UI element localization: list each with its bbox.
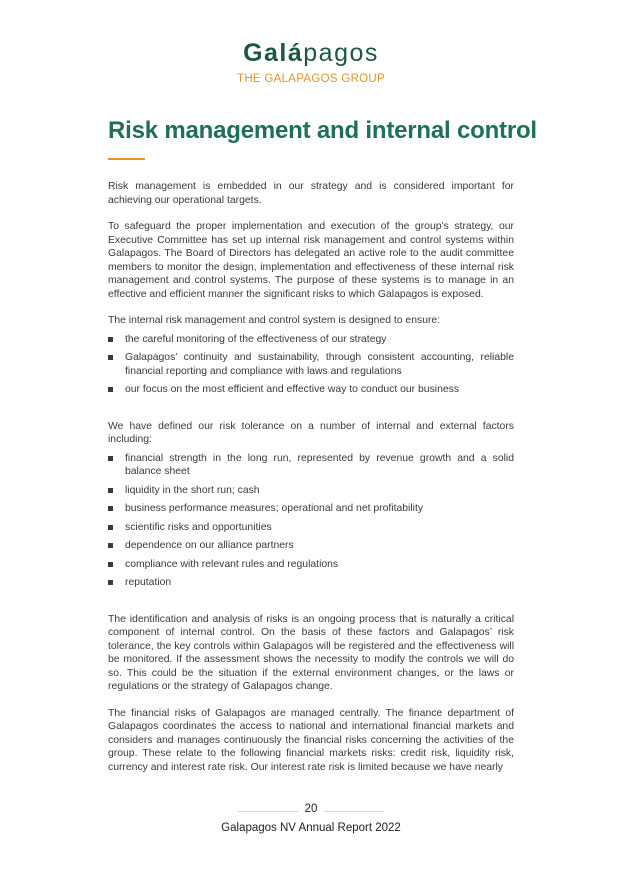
ensure-list (108, 333, 514, 397)
bullet-square-icon (108, 506, 113, 511)
list-item-text: reputation (125, 577, 172, 588)
list-item-text: business performance measures; operational and net profitability (125, 503, 424, 514)
paragraph-safeguard: To safeguard the proper implementation and execution of the group’s strategy, our Executive Committee has set up internal risk management and control systems within Galapagos. The Board of Directors has delegated an active role to the audit committee members to monitor the design, implementation and effectiveness of these internal risk management and control systems. The purpose of these systems is to manage in an effective and efficient manner the significant risks to which Galapagos is exposed. (108, 221, 514, 300)
bullet-square-icon (108, 562, 113, 567)
logo-bold-text: Galá (243, 39, 304, 67)
paragraph-risk-tolerance: We have defined our risk tolerance on a number of internal and external factors including: (108, 420, 514, 445)
list-item-text: compliance with relevant rules and regulations (125, 558, 339, 570)
paragraph-identification: The identification and analysis of risks is an ongoing process that is naturally a critical component of internal control. On the basis of these factors and Galapagos’ risk tolerance, the key controls within Galapagos will be registered and the effectiveness will be monitored. If the assessment shows the necessity to modify the controls we will do so. This could be the situation if the external environment changes, or the laws or regulations or the strategy of Galapagos change. (108, 613, 514, 692)
list-item (108, 383, 514, 397)
list-item (108, 351, 514, 378)
list-item (108, 539, 514, 553)
list-item (108, 502, 514, 516)
body-text (108, 180, 514, 774)
bullet-square-icon (108, 355, 113, 360)
list-item (108, 452, 514, 479)
bullet-square-icon (108, 337, 113, 342)
list-item (108, 484, 514, 498)
list-item-text: dependence on our alliance partners (125, 540, 294, 551)
list-item (108, 558, 514, 572)
list-item-text: financial strength in the long run, represented by revenue growth and a solid balance sheet (125, 452, 514, 477)
list-item-text: liquidity in the short run; cash (125, 484, 260, 496)
bullet-square-icon (108, 387, 113, 392)
list-item-text: our focus on the most efficient and effective way to conduct our business (125, 384, 460, 395)
bullet-square-icon (108, 488, 113, 493)
company-logo (0, 38, 622, 68)
bullet-square-icon (108, 456, 113, 461)
bullet-square-icon (108, 525, 113, 530)
paragraph-financial-risks: The financial risks of Galapagos are managed centrally. The finance department of Galapagos coordinates the access to national and international financial markets and considers and manages continuously the financial risks concerning the activities of the group. These relate to the following financial markets risks: credit risk, liquidity risk, currency and interest rate risk. Our interest rate risk is limited because we have nearly (108, 707, 514, 773)
list-item-text: scientific risks and opportunities (125, 521, 272, 533)
bullet-square-icon (108, 543, 113, 548)
bullet-square-icon (108, 580, 113, 585)
list-item (108, 521, 514, 535)
list-item (108, 576, 514, 590)
logo-light-text: pagos (303, 39, 379, 67)
page-title: Risk management and internal control (108, 117, 537, 144)
footer-divider-right (324, 811, 384, 812)
list-item (108, 333, 514, 347)
list-item-text: Galapagos’ continuity and sustainability, through consistent accounting, reliable financial reporting and compliance with laws and regulations (125, 352, 514, 377)
tolerance-list (108, 452, 514, 590)
group-name: THE GALAPAGOS GROUP (237, 73, 385, 85)
footer-report-title: Galapagos NV Annual Report 2022 (221, 822, 401, 834)
paragraph-risk-embedded: Risk management is embedded in our strategy and is considered important for achieving our operational targets. (108, 181, 514, 206)
list-item-text: the careful monitoring of the effectiveness of our strategy (125, 333, 387, 345)
paragraph-ensure-intro: The internal risk management and control system is designed to ensure: (108, 315, 441, 326)
title-underline (108, 158, 145, 160)
page-number: 20 (304, 803, 318, 815)
